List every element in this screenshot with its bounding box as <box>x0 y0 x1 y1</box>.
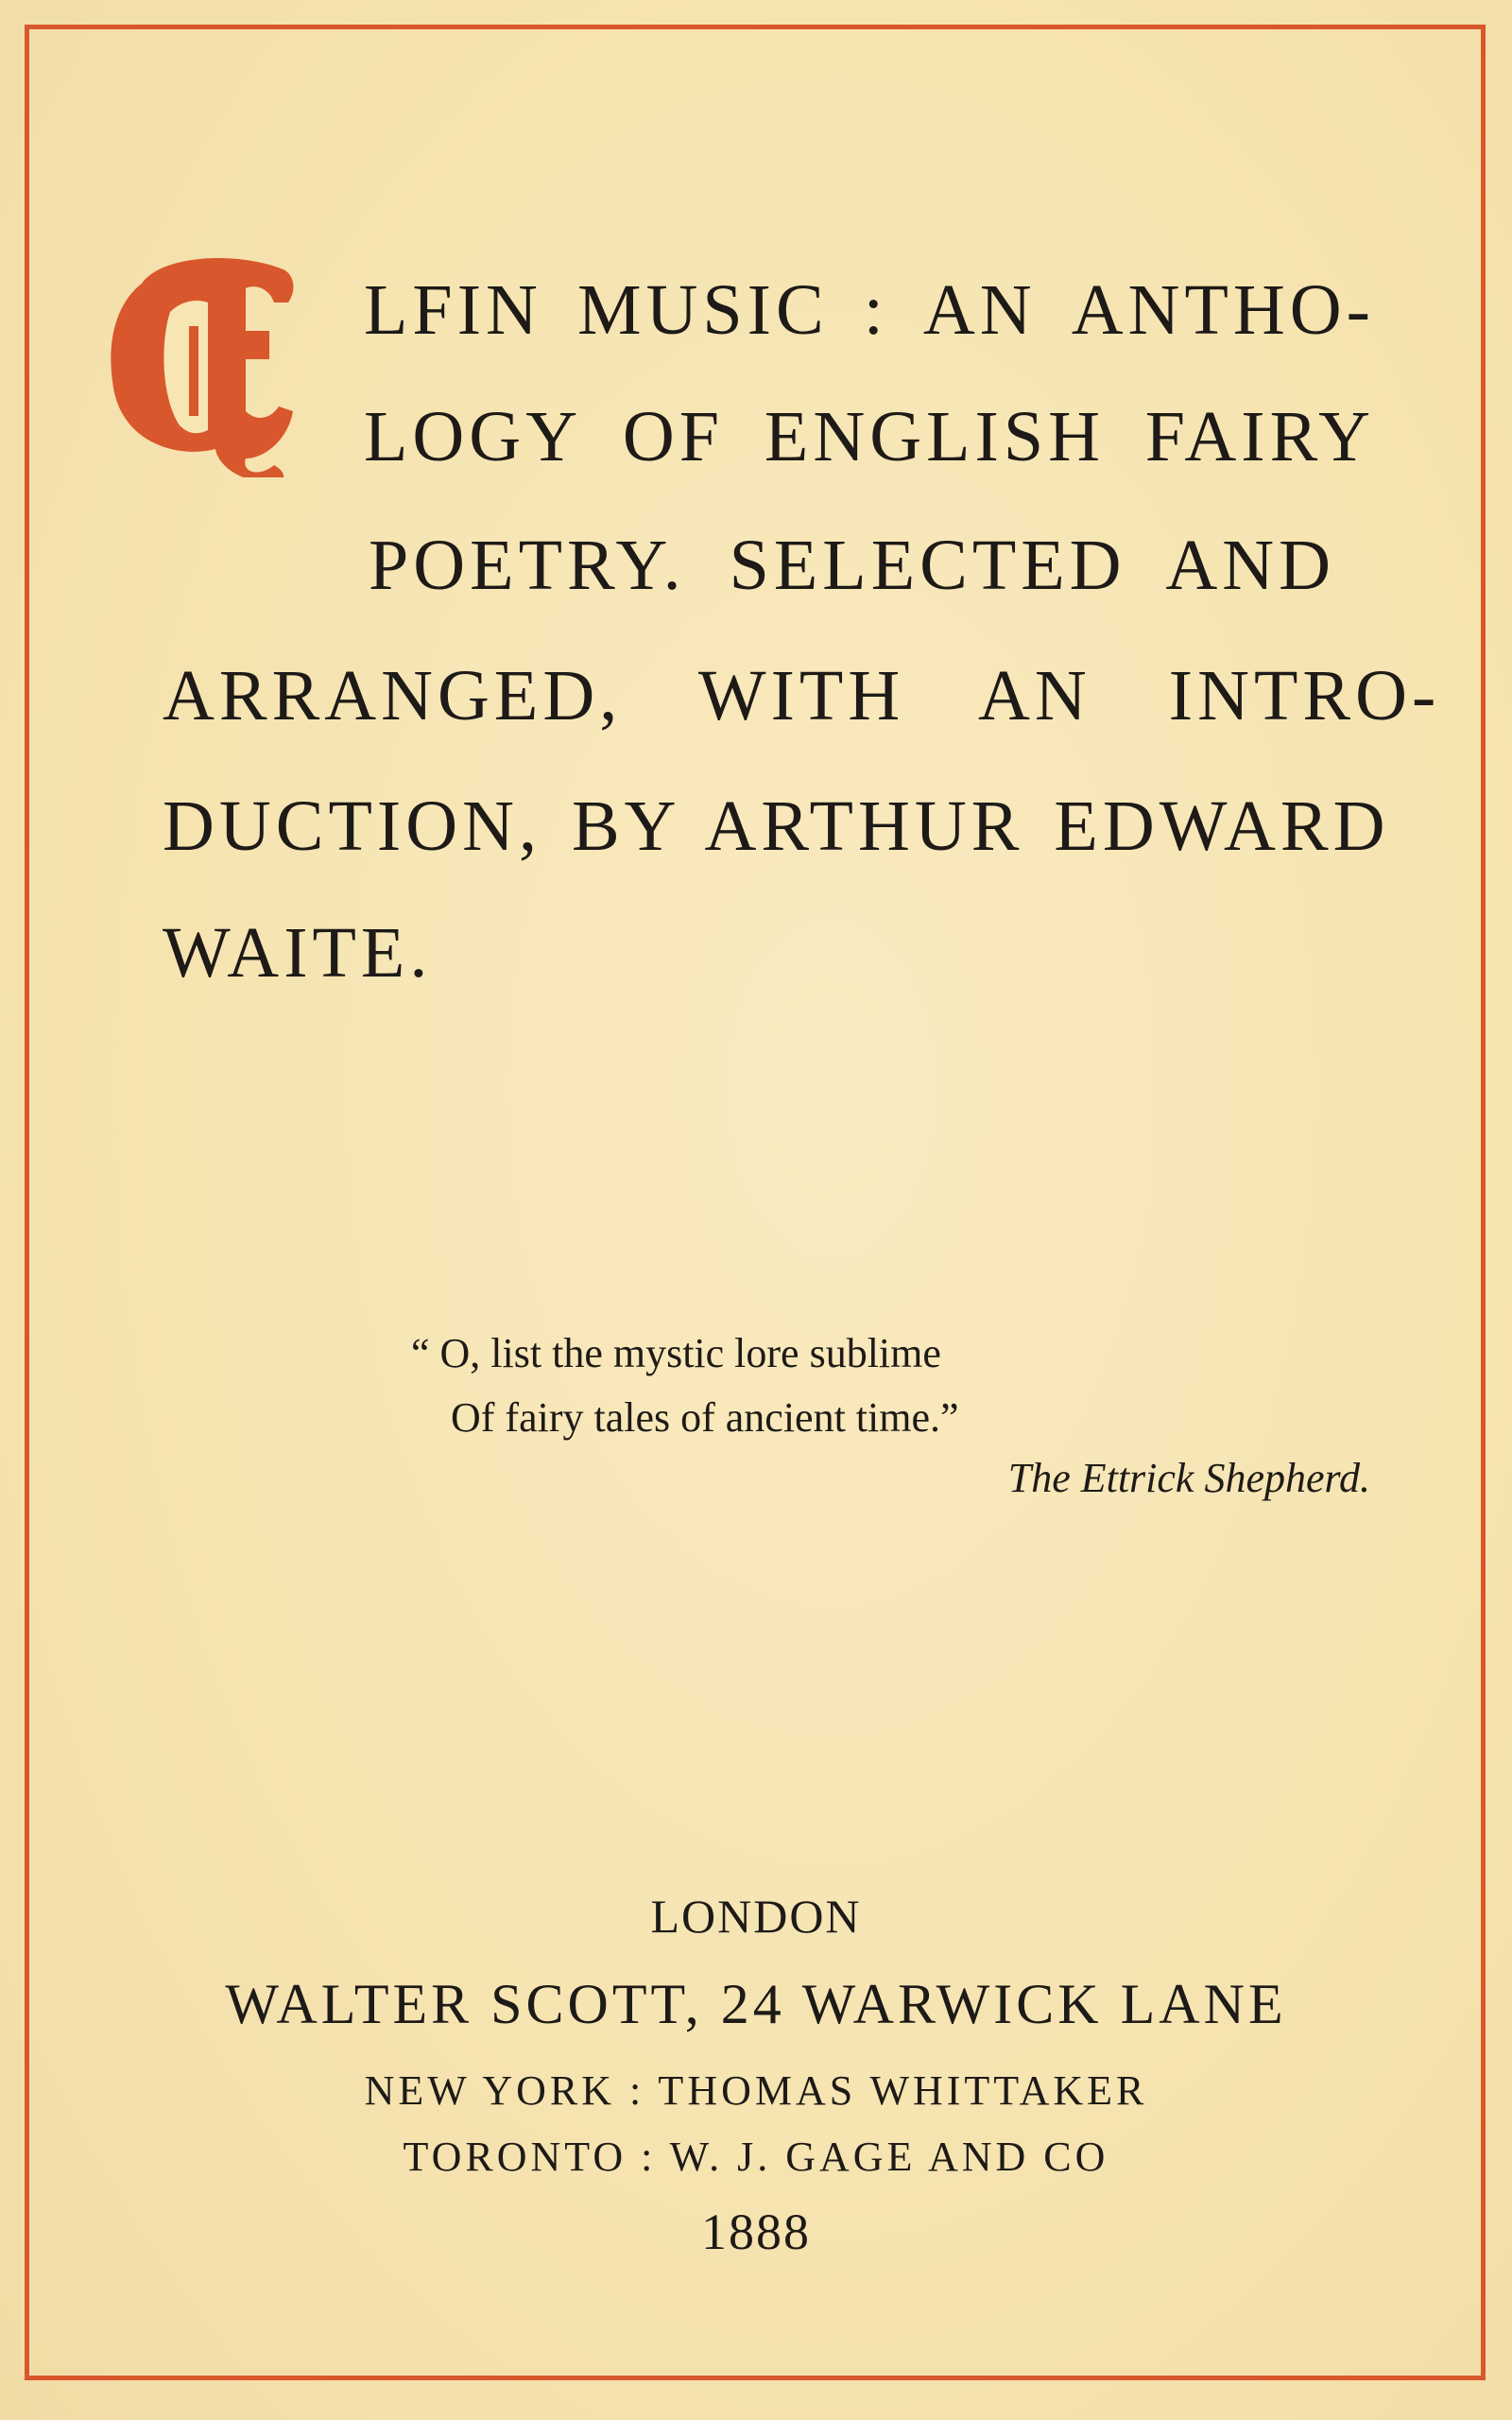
title-word: ANTHO- <box>1071 270 1375 350</box>
title-word: LOGY <box>364 397 583 476</box>
imprint-city: LONDON <box>650 1890 862 1943</box>
title-word: FAIRY <box>1144 397 1375 476</box>
epigraph-line: “ O, list the mystic lore sublime <box>411 1330 941 1376</box>
title-word: ENGLISH <box>764 397 1105 476</box>
imprint-new-york: NEW YORK : THOMAS WHITTAKER <box>364 2067 1148 2114</box>
epigraph-attribution: The Ettrick Shepherd. <box>1007 1455 1370 1501</box>
title-word: LFIN <box>364 270 542 350</box>
imprint-year: 1888 <box>701 2204 811 2260</box>
title-word: AN <box>922 270 1037 350</box>
imprint-publisher: WALTER SCOTT, 24 WARWICK LANE <box>225 1973 1287 2035</box>
title-word: : <box>863 270 888 350</box>
title-line: WAITE. <box>163 913 433 993</box>
title-line: DUCTION, BY ARTHUR EDWARD <box>163 786 1390 866</box>
title-line: ARRANGED, WITH AN INTRO- <box>163 656 1441 735</box>
imprint-toronto: TORONTO : W. J. GAGE AND CO <box>403 2134 1109 2180</box>
title-line <box>364 270 1375 350</box>
title-word: MUSIC <box>576 270 829 350</box>
epigraph-line: Of fairy tales of ancient time.” <box>451 1394 959 1441</box>
title-line <box>364 397 1375 476</box>
title-word: OF <box>622 397 725 476</box>
epigraph <box>411 1322 959 1450</box>
title-line: POETRY. SELECTED AND <box>369 526 1336 605</box>
drop-cap-e <box>104 246 307 477</box>
